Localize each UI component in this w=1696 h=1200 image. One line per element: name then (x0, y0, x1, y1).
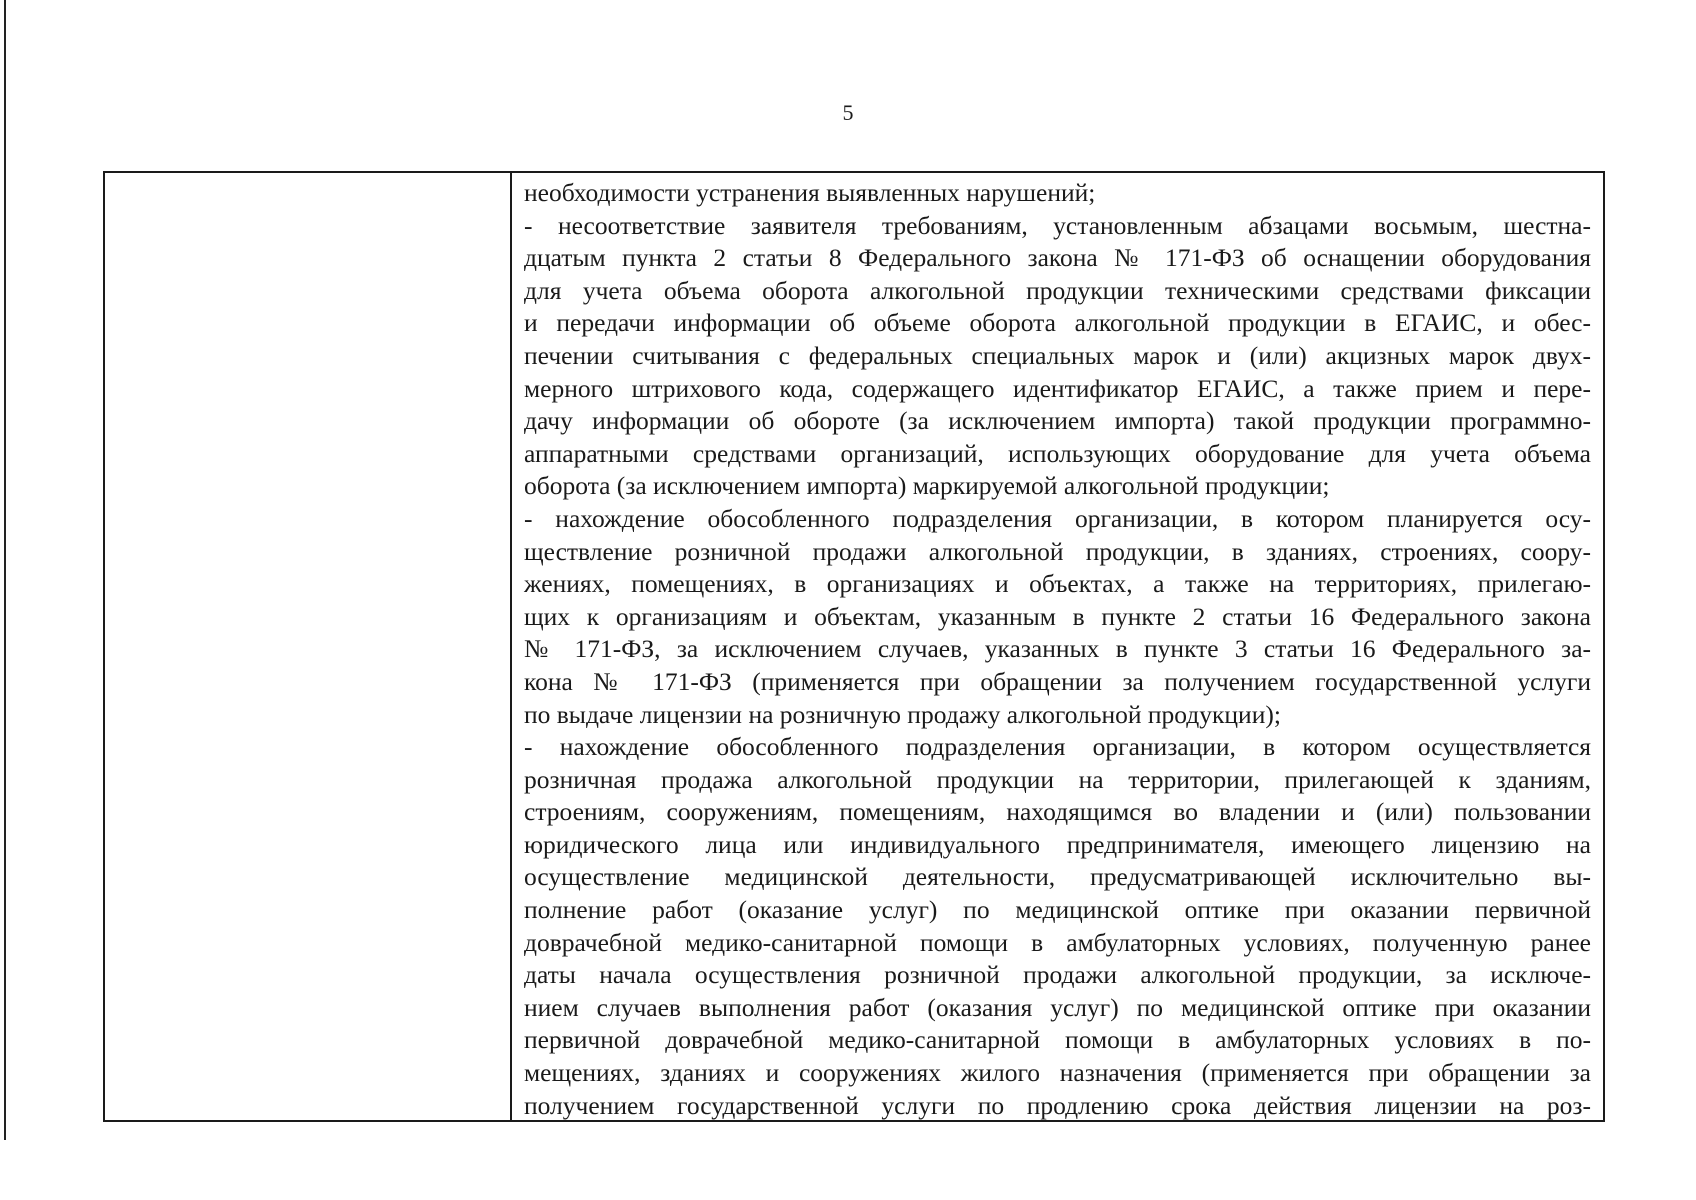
text-line: необходимости устранения выявленных нарушений; (524, 178, 1096, 207)
text-line: щих к организациям и объектам, указанным в пункте 2 статьи 16 Федерального закона (524, 601, 1591, 631)
text-line: даты начала осуществления розничной продажи алкогольной продукции, за исключе- (524, 960, 1591, 990)
text-line: розничная продажа алкогольной продукции на территории, прилегающей к зданиям, (524, 764, 1591, 794)
text-line: печении считывания с федеральных специальных марок и (или) акцизных марок двух- (524, 340, 1591, 370)
text-line: юридического лица или индивидуального предпринимателя, имеющего лицензию на (524, 829, 1591, 859)
text-line: аппаратными средствами организаций, использующих оборудование для учета объема (524, 438, 1591, 468)
text-line: жениях, помещениях, в организациях и объектах, а также на территориях, прилегаю- (524, 569, 1591, 599)
text-line: дцатым пункта 2 статьи 8 Федерального закона № 171-ФЗ об оснащении оборудования (524, 243, 1591, 273)
text-line: мерного штрихового кода, содержащего идентификатор ЕГАИС, а также прием и пере- (524, 373, 1591, 403)
text-line: оборота (за исключением импорта) маркируемой алкогольной продукции; (524, 471, 1330, 501)
text-line: мещениях, зданиях и сооружениях жилого назначения (применяется при обращении за (524, 1058, 1591, 1088)
text-line: - нахождение обособленного подразделения организации, в котором осуществляется (524, 732, 1591, 762)
text-line: полнение работ (оказание услуг) по медицинской оптике при оказании первичной (524, 895, 1591, 925)
text-line: по выдаче лицензии на розничную продажу алкогольной продукции); (524, 699, 1281, 729)
scan-edge-line (4, 0, 6, 1140)
page-number: 5 (842, 100, 854, 125)
text-line: получением государственной услуги по продлению срока действия лицензии на роз- (524, 1090, 1591, 1120)
table-left-column (105, 173, 512, 1120)
text-line: № 171-ФЗ, за исключением случаев, указанных в пункте 3 статьи 16 Федерального за- (524, 634, 1591, 664)
text-line: дачу информации об обороте (за исключением импорта) такой продукции программно- (524, 406, 1591, 436)
text-line: первичной доврачебной медико-санитарной помощи в амбулаторных условиях в по- (524, 1025, 1591, 1055)
text-line: для учета объема оборота алкогольной продукции техническими средствами фиксации (524, 275, 1591, 305)
text-line: нием случаев выполнения работ (оказания услуг) по медицинской оптике при оказании (524, 992, 1591, 1022)
text-line: - нахождение обособленного подразделения организации, в котором планируется осу- (524, 503, 1591, 533)
text-line: ществление розничной продажи алкогольной продукции, в зданиях, строениях, соору- (524, 536, 1591, 566)
document-table (103, 171, 1605, 1122)
text-line: осуществление медицинской деятельности, предусматривающей исключительно вы- (524, 862, 1591, 892)
table-right-column (512, 173, 1603, 1120)
text-line: - несоответствие заявителя требованиям, установленным абзацами восьмым, шестна- (524, 210, 1591, 240)
text-line: доврачебной медико-санитарной помощи в амбулаторных условиях, полученную ранее (524, 927, 1591, 957)
text-line: и передачи информации об объеме оборота алкогольной продукции в ЕГАИС, и обес- (524, 308, 1591, 338)
text-line: кона № 171-ФЗ (применяется при обращении за получением государственной услуги (524, 666, 1591, 696)
text-line: строениям, сооружениям, помещениям, находящимся во владении и (или) пользовании (524, 797, 1591, 827)
